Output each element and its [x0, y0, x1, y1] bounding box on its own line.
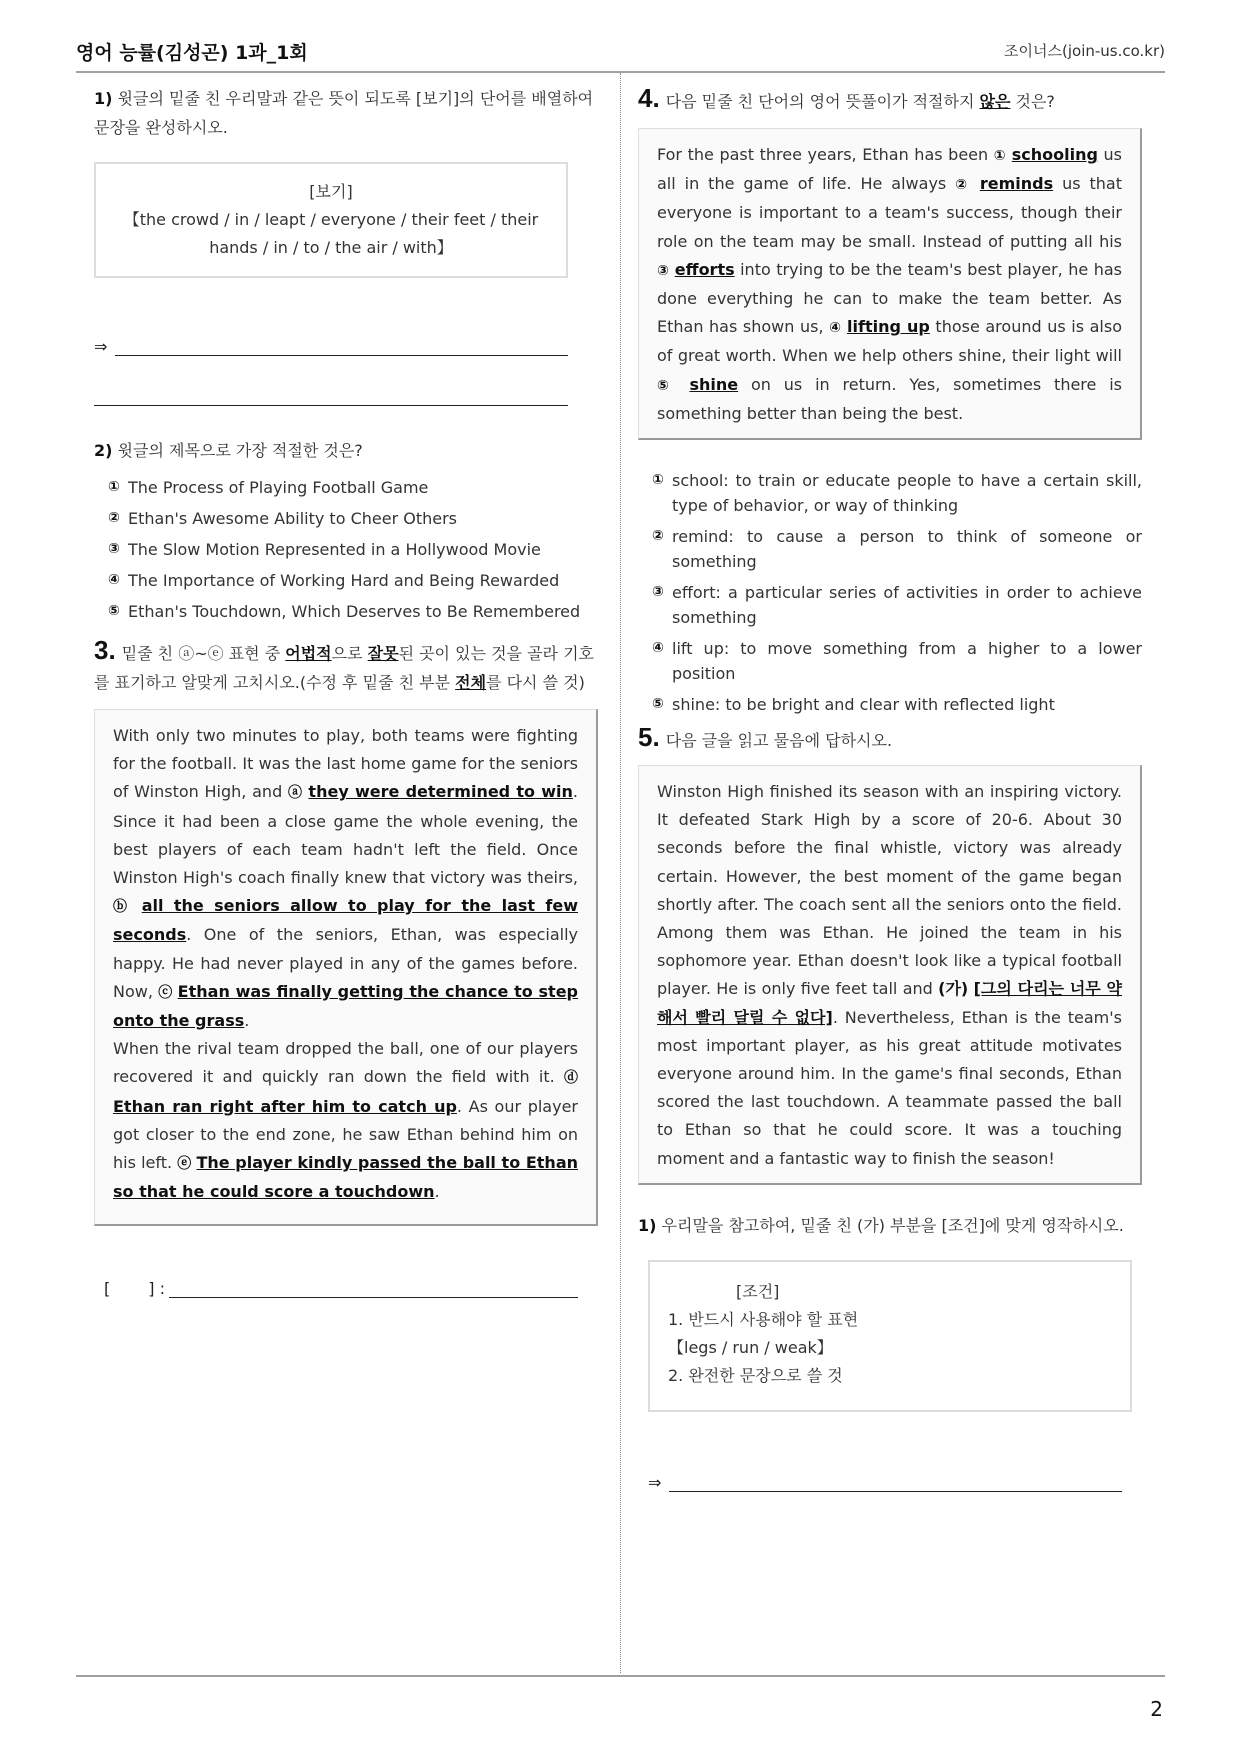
- option-2[interactable]: [638, 524, 1142, 574]
- marker-e: ⓔ: [177, 1156, 192, 1173]
- question-prompt: 4. 다음 밑줄 친 단어의 영어 뜻풀이가 적절하지 않은 것은?: [638, 83, 1055, 113]
- marker-d: ⓓ: [564, 1070, 578, 1087]
- option-number: ②: [108, 510, 120, 526]
- underlined-shine: shine: [689, 374, 739, 394]
- underlined-schooling: schooling: [1011, 145, 1098, 164]
- option-3[interactable]: [94, 537, 598, 562]
- marker-c: ⓒ: [158, 984, 173, 1001]
- option-text: Ethan's Awesome Ability to Cheer Others: [128, 509, 457, 528]
- option-5[interactable]: [94, 599, 598, 624]
- condition-2: 2. 완전한 문장으로 쓸 것: [668, 1365, 843, 1385]
- passage-box: With only two minutes to play, both teams were fighting for the football. It was the last home game for the seniors of Winston High, and ⓐ they were determined to win. Since it had been a close game the whole evening, the best players of each team hadn't left the field. Once Winston High's coach finally knew that victory was theirs, ⓑ all the seniors allow to play for the last few seconds. One of the seniors, Ethan, was especially happy. He had never played in any of the games before. Now, ⓒ Ethan was finally getting the chance to step onto the grass. When the rival team dropped the ball, one of our players recovered it and quickly ran down the field with it. ⓓ Ethan ran right after him to catch up. As our player got closer to the end zone, he saw Ethan behind him on his left. ⓔ The player kindly passed the ball to Ethan so that he could score a touchdown.: [94, 709, 598, 1226]
- marker-a: ⓐ: [287, 785, 303, 802]
- answer-blank[interactable]: [94, 386, 568, 406]
- answer-line-q5[interactable]: [648, 1472, 1122, 1492]
- underlined-d: Ethan ran right after him to catch up: [113, 1096, 457, 1116]
- column-divider: [620, 73, 621, 1673]
- publisher-site: 조이너스(join-us.co.kr): [1004, 42, 1165, 60]
- option-text: The Process of Playing Football Game: [128, 478, 429, 497]
- option-3[interactable]: [638, 580, 1142, 630]
- underlined-c: Ethan was finally getting the chance to step onto the grass: [113, 981, 579, 1031]
- option-number: ②: [652, 528, 664, 545]
- condition-title: [조건]: [736, 1281, 780, 1301]
- question-4: [638, 84, 1142, 717]
- sub-question-label: 2): [94, 441, 113, 460]
- answer-line-2[interactable]: [94, 386, 568, 406]
- option-number: ④: [652, 640, 664, 657]
- option-4[interactable]: [94, 568, 598, 593]
- option-number: ⑤: [652, 696, 664, 713]
- question-prompt: 5. 다음 글을 읽고 물음에 답하시오.: [638, 722, 893, 753]
- question-1-2: [94, 436, 598, 624]
- marker-1: ①: [993, 148, 1007, 164]
- answer-blank[interactable]: [115, 336, 568, 356]
- bogi-words: 【the crowd / in / leapt / everyone / their feet / their hands / in / to / the air / with】: [123, 210, 539, 257]
- answer-blank[interactable]: [669, 1472, 1122, 1492]
- footer-divider: [76, 1675, 1165, 1677]
- option-text: The Slow Motion Represented in a Hollywood Movie: [128, 540, 541, 559]
- option-4[interactable]: [638, 636, 1142, 686]
- underlined-b: all the seniors allow to play for the last few seconds: [113, 896, 579, 945]
- condition-box: [648, 1260, 1132, 1412]
- sub-question-label: 1): [94, 89, 113, 108]
- option-number: ①: [652, 472, 664, 489]
- option-list: [638, 468, 1142, 717]
- marker-5: ⑤: [657, 377, 677, 394]
- underlined-a: they were determined to win: [308, 782, 573, 802]
- sub-question-prompt: 우리말을 참고하여, 밑줄 친 (가) 부분을 [조건]에 맞게 영작하시오.: [661, 1215, 1124, 1235]
- question-5-1: [638, 1211, 1142, 1492]
- question-3: [94, 636, 598, 1298]
- page-number: 2: [1150, 1697, 1163, 1721]
- passage-box: For the past three years, Ethan has been ① schooling us all in the game of life. He always ② reminds us that everyone is important to a team's success, though their role on the team may be small. Instead of putting all his ③ efforts into trying to be the team's best player, he has done everything he can to make the team better. As Ethan has shown us, ④ lifting up those around us is also of great worth. When we help others shine, their light will ⑤ shine on us in return. Yes, sometimes there is something better than being the best.: [638, 128, 1142, 440]
- right-column: [638, 84, 1142, 1492]
- option-number: ④: [108, 572, 120, 588]
- option-text: Ethan's Touchdown, Which Deserves to Be Remembered: [128, 602, 581, 621]
- option-1[interactable]: [94, 475, 598, 500]
- bogi-title: [보기]: [309, 182, 353, 201]
- option-2[interactable]: [94, 506, 598, 531]
- question-number: 3.: [94, 635, 116, 665]
- sub-question-prompt: 윗글의 제목으로 가장 적절한 것은?: [117, 441, 363, 460]
- option-number: ①: [108, 479, 120, 495]
- label-ga: (가): [938, 979, 969, 999]
- option-text: effort: a particular series of activities in order to achieve something: [672, 583, 1142, 628]
- option-1[interactable]: [638, 468, 1142, 518]
- option-text: remind: to cause a person to think of someone or something: [672, 527, 1142, 572]
- option-number: ③: [108, 541, 120, 557]
- bogi-box: [94, 162, 568, 278]
- underlined-ga: [그의 다리는 너무 약해서 빨리 달릴 수 없다]: [657, 979, 1123, 1027]
- option-text: school: to train or educate people to have a certain skill, type of behavior, or way of thinking: [672, 471, 1142, 516]
- option-number: ③: [652, 584, 664, 601]
- option-list: [94, 475, 598, 624]
- passage-box: Winston High finished its season with an inspiring victory. It defeated Stark High by a score of 20-6. About 30 seconds before the final whistle, victory was already certain. However, the best moment of the game began shortly after. The coach sent all the seniors onto the field. Among them was Ethan. He joined the team in his sophomore year. Ethan doesn't look like a typical football player. He is only five feet tall and (가) [그의 다리는 너무 약해서 빨리 달릴 수 없다]. Nevertheless, Ethan is the team's most important player, as his great attitude motivates everyone around him. In the game's final seconds, Ethan scored the last touchdown. A teammate passed the ball to Ethan so that he could score. It was a touching moment and a fantastic way to finish the season!: [638, 765, 1142, 1185]
- arrow-icon: ⇒: [94, 337, 108, 356]
- question-prompt: 3. 밑줄 친 ⓐ~ⓔ 표현 중 어법적으로 잘못된 곳이 있는 것을 골라 기호를 표기하고 알맞게 고치시오.(수정 후 밑줄 친 부분 전체를 다시 쓸 것): [94, 635, 595, 692]
- underlined-efforts: efforts: [674, 259, 735, 279]
- left-column: [94, 84, 598, 1298]
- answer-blank[interactable]: [169, 1278, 578, 1298]
- option-text: lift up: to move something from a higher to a lower position: [672, 639, 1142, 684]
- question-number: 5.: [638, 722, 660, 753]
- answer-line-q3[interactable]: [94, 1278, 578, 1298]
- marker-3: ③: [657, 262, 670, 279]
- option-text: The Importance of Working Hard and Being Rewarded: [128, 571, 560, 590]
- underlined-reminds: reminds: [979, 174, 1054, 194]
- condition-1: 1. 반드시 사용해야 할 표현: [668, 1309, 859, 1329]
- marker-2: ②: [955, 177, 971, 194]
- document-title: 영어 능률(김성곤) 1과_1회: [76, 42, 308, 64]
- bracket-close: ] :: [148, 1279, 165, 1299]
- condition-words: 【legs / run / weak】: [668, 1337, 833, 1357]
- underlined-e: The player kindly passed the ball to Ethan so that he could score a touchdown: [113, 1153, 578, 1202]
- marker-4: ④: [829, 320, 842, 337]
- arrow-icon: ⇒: [648, 1472, 662, 1492]
- question-1-1: [94, 84, 598, 406]
- underlined-lifting-up: lifting up: [847, 317, 930, 337]
- bracket-open: [: [104, 1279, 111, 1299]
- question-5: [638, 723, 1142, 1492]
- option-number: ⑤: [108, 603, 120, 619]
- option-text: shine: to be bright and clear with reflected light: [672, 695, 1055, 715]
- answer-line-1[interactable]: [94, 336, 568, 356]
- question-number: 4.: [638, 83, 660, 113]
- marker-b: ⓑ: [113, 899, 132, 916]
- sub-question-prompt: 윗글의 밑줄 친 우리말과 같은 뜻이 되도록 [보기]의 단어를 배열하여 문장을 완성하시오.: [94, 89, 594, 137]
- sub-question-label: 1): [638, 1215, 657, 1235]
- option-5[interactable]: [638, 692, 1142, 717]
